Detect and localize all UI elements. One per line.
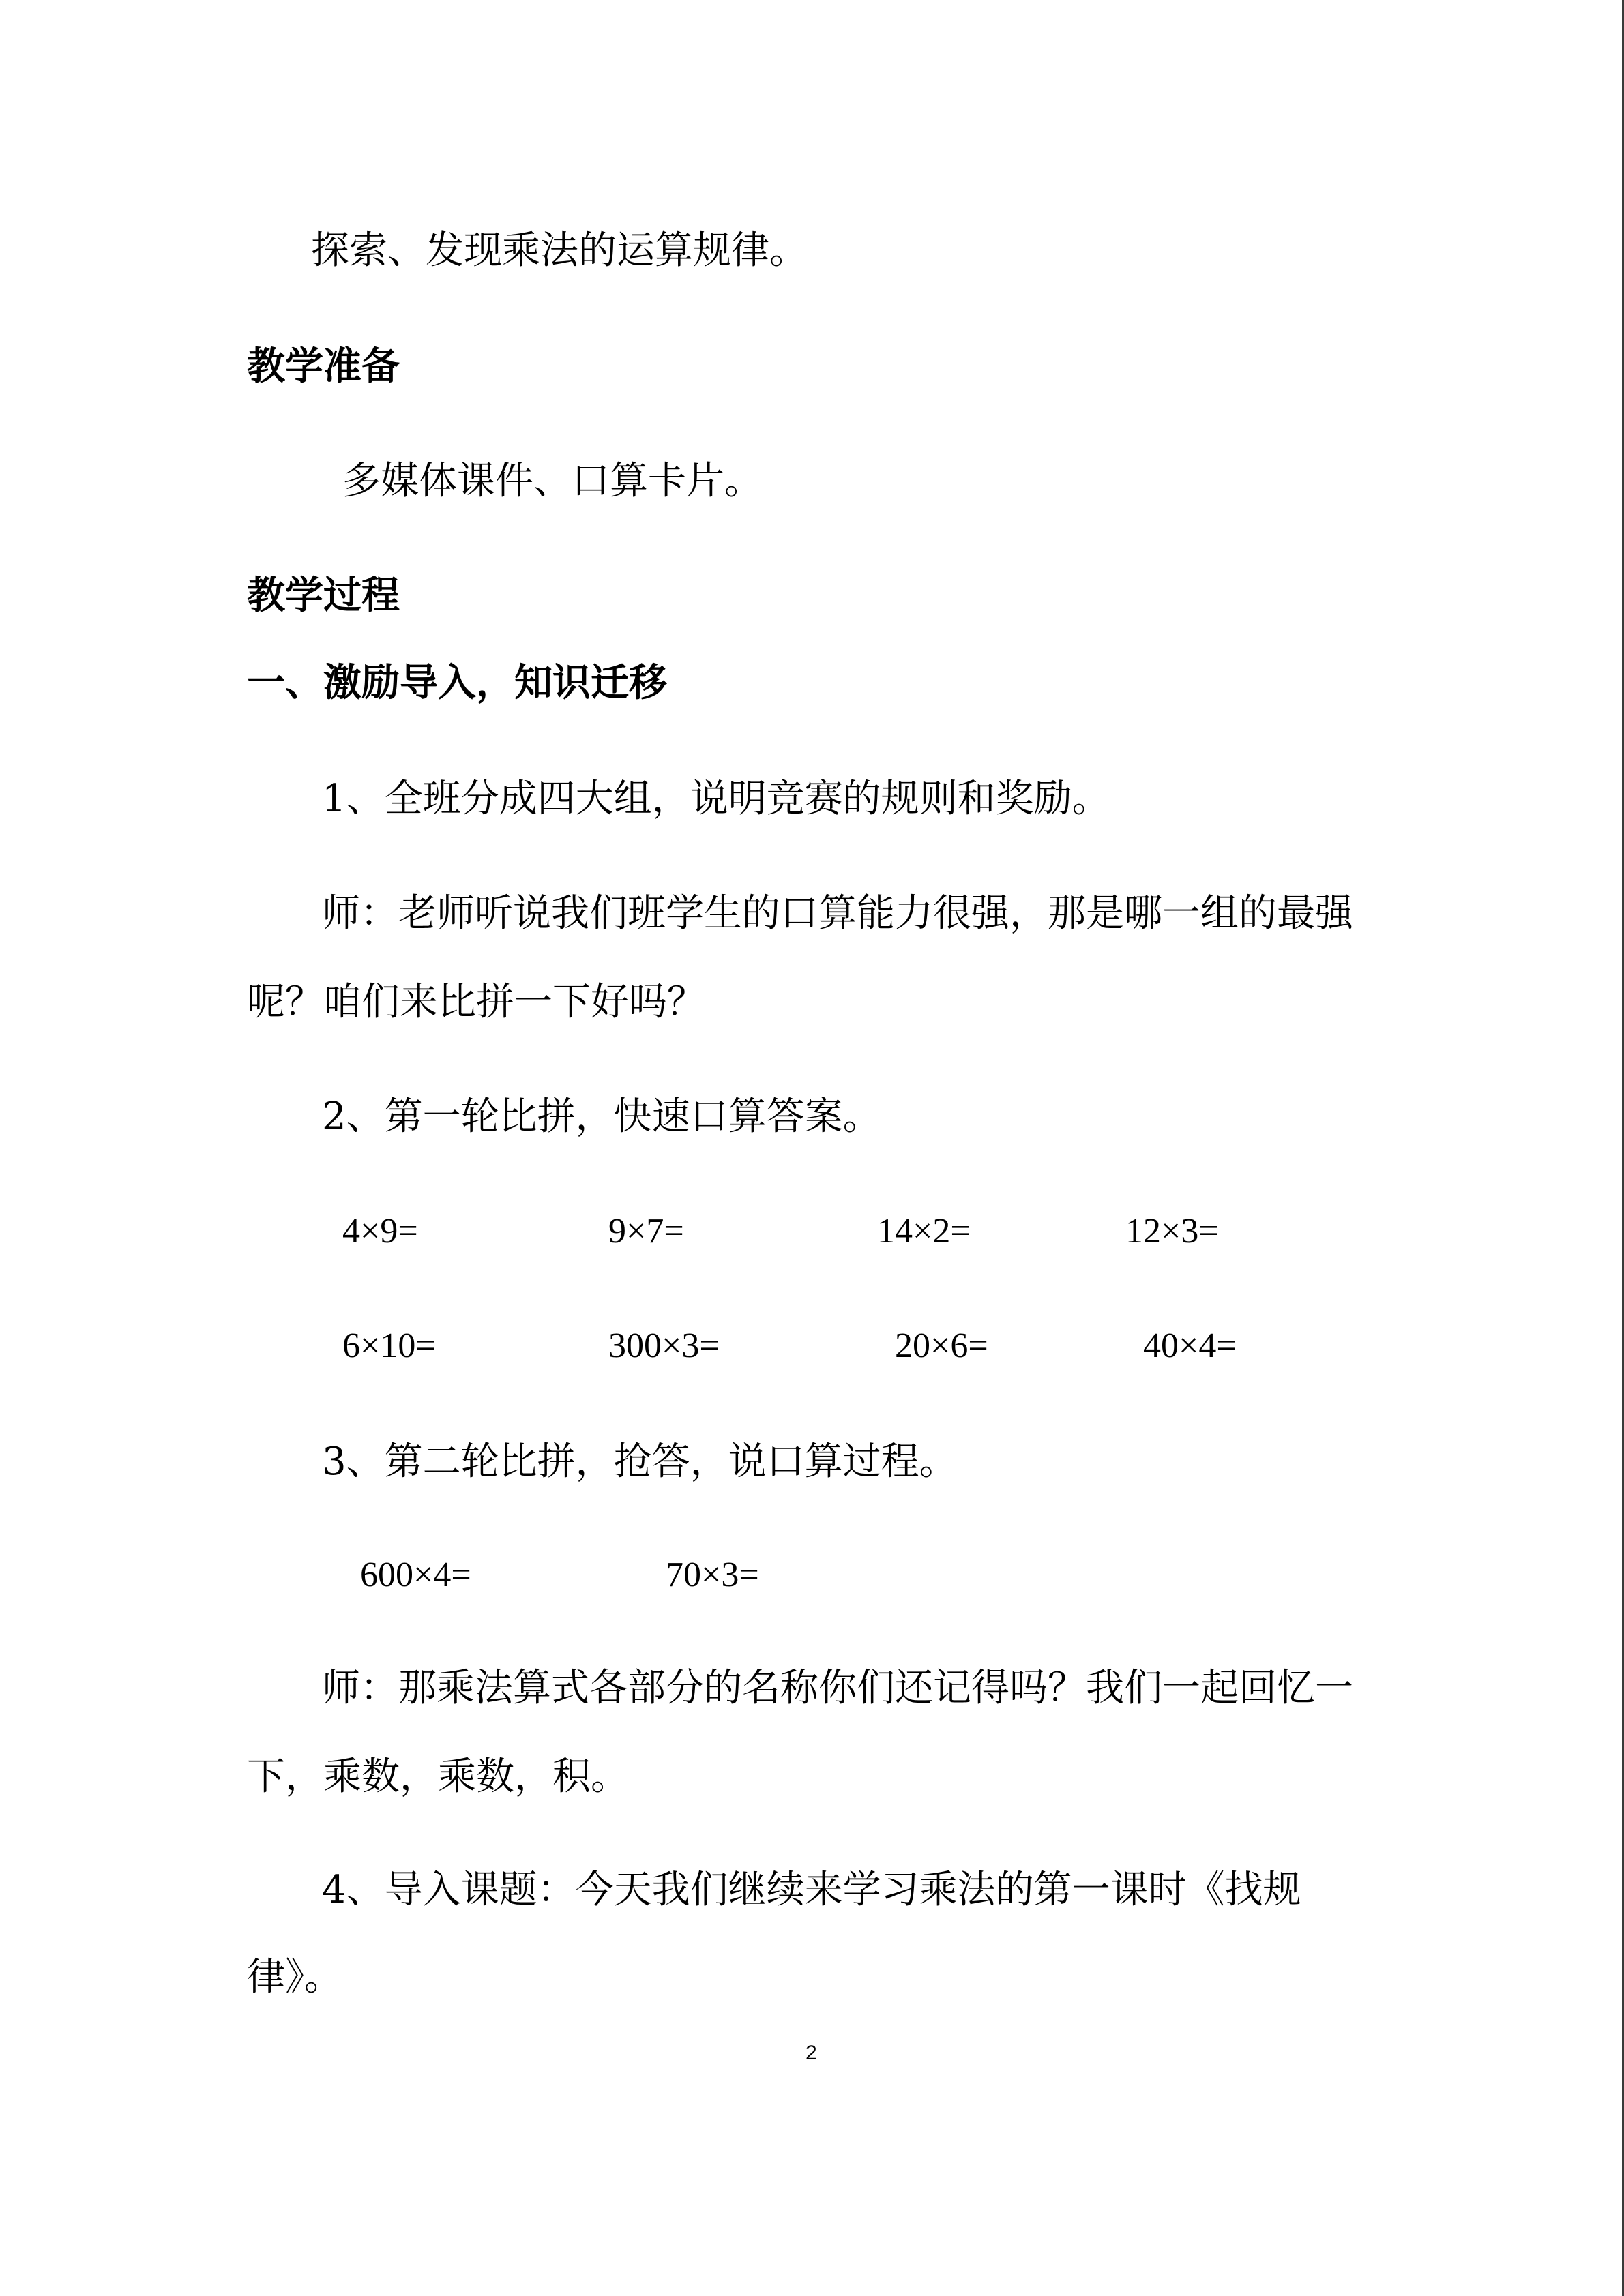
- list-item-4b: 律》。: [247, 1955, 342, 1999]
- expression: 4×9=: [342, 1212, 418, 1251]
- list-item-2: 2、第一轮比拼，快速口算答案。: [322, 1094, 881, 1139]
- list-item-3: 3、第二轮比拼，抢答，说口算过程。: [322, 1440, 958, 1484]
- expression: 9×7=: [608, 1212, 684, 1251]
- expression: 300×3=: [608, 1326, 720, 1365]
- expression: 20×6=: [895, 1326, 988, 1365]
- teacher-line-2a: 师：那乘法算式各部分的名称你们还记得吗？我们一起回忆一: [322, 1666, 1353, 1710]
- list-item-4a: 4、导入课题：今天我们继续来学习乘法的第一课时《找规: [322, 1868, 1301, 1912]
- expression: 70×3=: [666, 1555, 759, 1594]
- list-item-1: 1、全班分成四大组，说明竞赛的规则和奖励。: [322, 777, 1110, 821]
- paragraph-preparation: 多媒体课件、口算卡片。: [342, 459, 763, 503]
- page-number: 2: [806, 2042, 817, 2064]
- paragraph-goal: 探索、发现乘法的运算规律。: [311, 228, 808, 273]
- teacher-line-1a: 师：老师听说我们班学生的口算能力很强，那是哪一组的最强: [322, 891, 1353, 936]
- teacher-line-1b: 呢？咱们来比拼一下好吗？: [247, 980, 705, 1024]
- expression: 14×2=: [877, 1212, 971, 1251]
- heading-preparation: 教学准备: [247, 344, 400, 389]
- expression: 40×4=: [1143, 1326, 1237, 1365]
- teacher-line-2b: 下，乘数，乘数，积。: [247, 1755, 629, 1799]
- heading-section-1: 一、激励导入，知识迁移: [247, 661, 667, 705]
- expression: 6×10=: [342, 1326, 436, 1365]
- expression: 600×4=: [360, 1555, 471, 1594]
- heading-process: 教学过程: [247, 573, 400, 618]
- expression: 12×3=: [1125, 1212, 1219, 1251]
